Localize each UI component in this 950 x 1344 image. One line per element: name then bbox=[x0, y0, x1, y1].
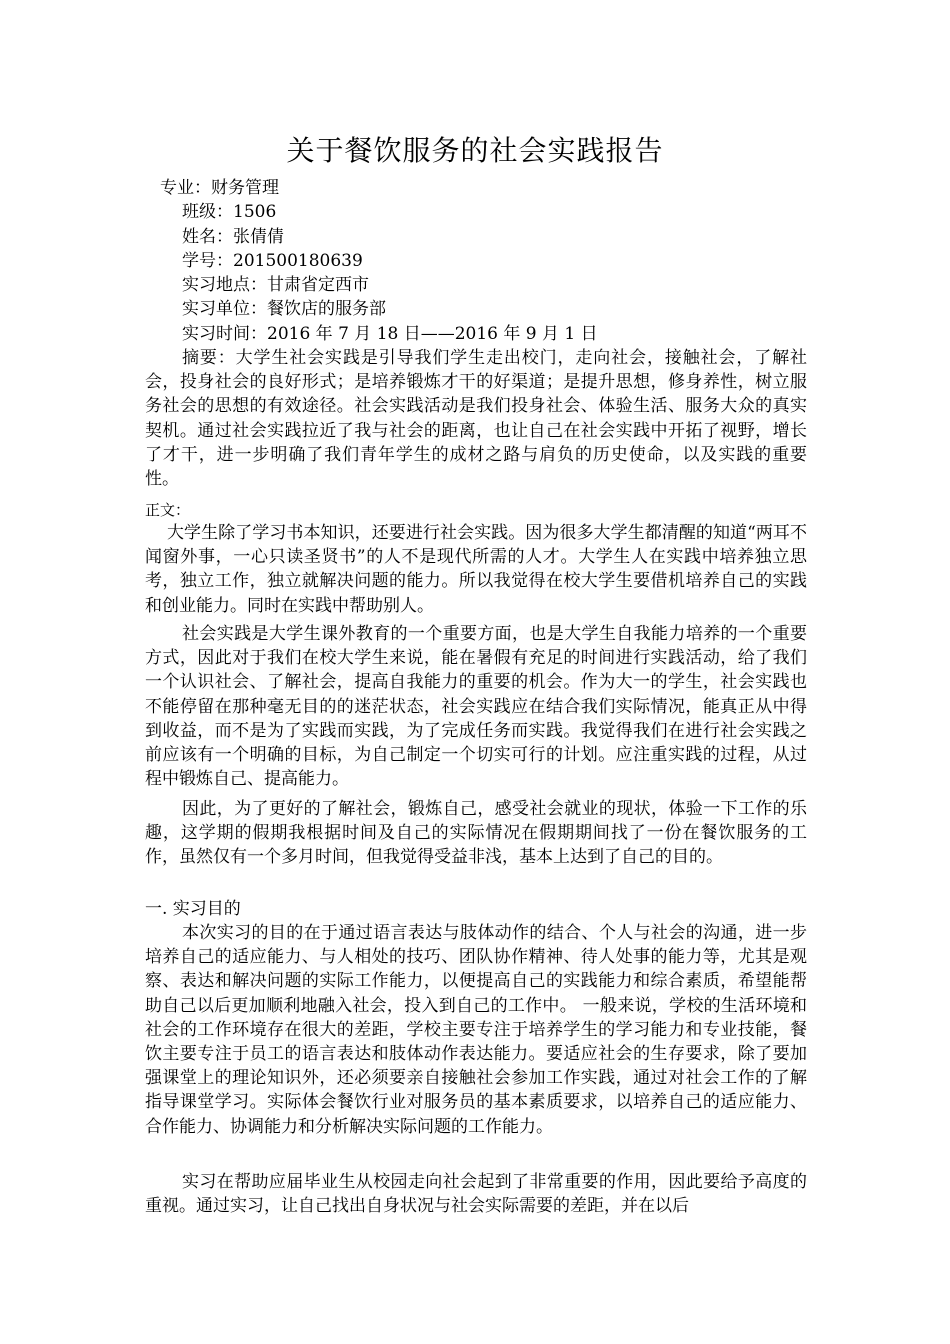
section-heading: 一. 实习目的 bbox=[145, 899, 241, 919]
info-student-id: 学号：201500180639 bbox=[182, 251, 363, 271]
info-class: 班级：1506 bbox=[182, 202, 277, 222]
section-paragraph-1: 本次实习的目的在于通过语言表达与肢体动作的结合、个人与社会的沟通，进一步培养自己的适应能力、与人相处的技巧、团队协作精神、待人处事的能力等，尤其是观察、表达和解决问题的实际工作能力，以便提高自己的实践能力和综合素质，希望能帮助自己以后更加顺利地融入社会，投入到自己的工作中。 一般来说，学校的生活环境和社会的工作环境存在很大的差距，学校主要专注于培养学生的学习能力和专业技能，餐饮主要专注于员工的语言表达和肢体动作表达能力。要适应社会的生存要求，除了要加强课堂上的理论知识外，还必须要亲自接触社会参加工作实践，通过对社会工作的了解指导课堂学习。实际体会餐饮行业对服务员的基本素质要求，以培养自己的适应能力、合作能力、协调能力和分析解决实际问题的工作能力。 bbox=[145, 923, 807, 1137]
body-label: 正文： bbox=[145, 501, 191, 519]
body-paragraph-3: 因此，为了更好的了解社会，锻炼自己，感受社会就业的现状，体验一下工作的乐趣，这学期的假期我根据时间及自己的实际情况在假期期间找了一份在餐饮服务的工作，虽然仅有一个多月时间，但我觉得受益非浅，基本上达到了自己的目的。 bbox=[145, 799, 807, 868]
abstract-paragraph: 摘要：大学生社会实践是引导我们学生走出校门，走向社会，接触社会，了解社会，投身社会的良好形式；是培养锻炼才干的好渠道；是提升思想，修身养性，树立服务社会的思想的有效途径。社会实践活动是我们投身社会、体验生活、服务大众的真实契机。通过社会实践拉近了我与社会的距离，也让自己在社会实践中开拓了视野，增长了才干，进一步明确了我们青年学生的成材之路与肩负的历史使命，以及实践的重要性。 bbox=[145, 348, 807, 490]
section-paragraph-2: 实习在帮助应届毕业生从校园走向社会起到了非常重要的作用，因此要给予高度的重视。通过实习，让自己找出自身状况与社会实际需要的差距，并在以后 bbox=[145, 1172, 807, 1217]
info-major: 专业：财务管理 bbox=[160, 178, 279, 198]
info-time: 实习时间：2016 年 7 月 18 日——2016 年 9 月 1 日 bbox=[182, 324, 598, 344]
body-paragraph-1: 大学生除了学习书本知识，还要进行社会实践。因为很多大学生都清醒的知道“两耳不闻窗外事，一心只读圣贤书”的人不是现代所需的人才。大学生人在实践中培养独立思考，独立工作，独立就解决问题的能力。所以我觉得在校大学生要借机培养自己的实践和创业能力。同时在实践中帮助别人。 bbox=[145, 523, 807, 616]
info-unit: 实习单位：餐饮店的服务部 bbox=[182, 299, 386, 319]
document-title: 关于餐饮服务的社会实践报告 bbox=[286, 134, 664, 167]
body-paragraph-2: 社会实践是大学生课外教育的一个重要方面，也是大学生自我能力培养的一个重要方式，因此对于我们在校大学生来说，能在暑假有充足的时间进行实践活动，给了我们一个认识社会、了解社会，提高自我能力的重要的机会。作为大一的学生，社会实践也不能停留在那种毫无目的的迷茫状态，社会实践应在结合我们实际情况，能真正从中得到收益，而不是为了实践而实践，为了完成任务而实践。我觉得我们在进行社会实践之前应该有一个明确的目标，为自己制定一个切实可行的计划。应注重实践的过程，从过程中锻炼自己、提高能力。 bbox=[145, 624, 807, 790]
info-location: 实习地点：甘肃省定西市 bbox=[182, 275, 369, 295]
info-name: 姓名：张倩倩 bbox=[182, 227, 284, 247]
